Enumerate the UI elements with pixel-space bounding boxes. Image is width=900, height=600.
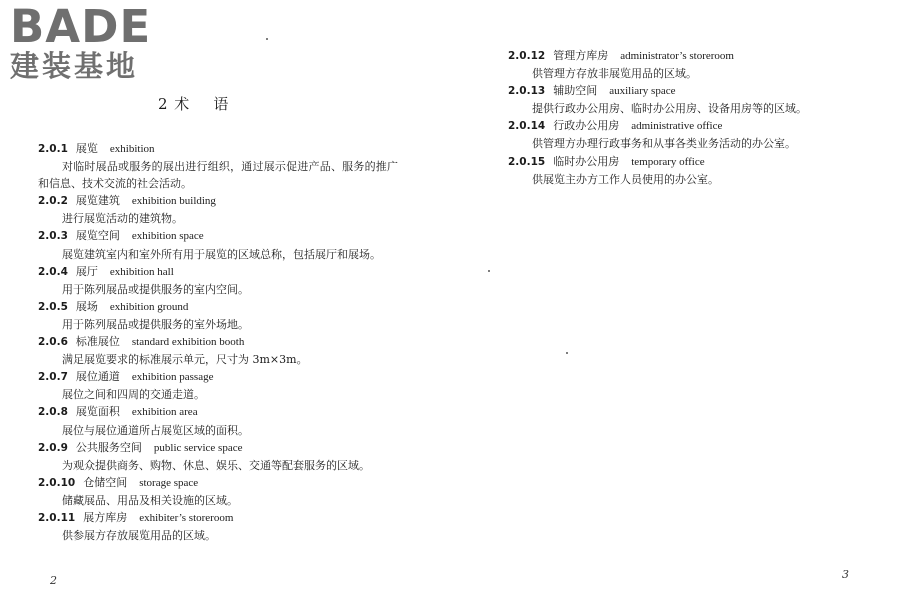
term-entry [38, 298, 398, 333]
term-definition: 展览建筑室内和室外所有用于展览的区域总称，包括展厅和展场。 [62, 247, 381, 261]
page-number-right: 3 [842, 568, 849, 581]
term-definition: 供参展方存放展览用品的区域。 [62, 529, 216, 543]
term-number: 2.0.11 [38, 511, 76, 524]
term-heading [508, 47, 868, 65]
term-chinese: 展览空间 [75, 229, 120, 243]
term-number: 2.0.10 [38, 476, 76, 489]
page-number-left: 2 [50, 574, 57, 587]
term-heading [38, 192, 398, 210]
term-entry [38, 439, 398, 474]
term-entry [38, 333, 398, 368]
term-definition: 储藏展品、用品及相关设施的区域。 [62, 493, 238, 507]
term-entry [508, 153, 868, 188]
term-chinese: 管理方库房 [553, 49, 609, 62]
term-chinese: 行政办公用房 [553, 119, 620, 133]
term-chinese: 展览面积 [75, 405, 120, 419]
term-heading [508, 82, 868, 100]
term-definition: 供管理方办理行政事务和从事各类业务活动的办公室。 [532, 137, 796, 151]
term-number: 2.0.1 [38, 143, 68, 155]
term-entry [38, 263, 398, 298]
term-number: 2.0.4 [38, 265, 68, 278]
term-heading [38, 227, 398, 245]
logo-text: BADE [10, 0, 152, 53]
term-entry [38, 474, 398, 509]
term-chinese: 公共服务空间 [75, 440, 142, 454]
term-heading [38, 439, 398, 457]
term-entry [508, 47, 868, 82]
term-heading [508, 153, 868, 171]
term-number: 2.0.13 [508, 85, 546, 98]
term-definition: 满足展览要求的标准展示单元，尺寸为 3m×3m。 [62, 353, 308, 367]
term-chinese: 展位通道 [75, 370, 120, 384]
left-column [38, 140, 398, 544]
term-number: 2.0.6 [38, 336, 68, 349]
term-chinese: 展方库房 [83, 510, 128, 524]
term-entry [38, 403, 398, 438]
term-heading [38, 509, 398, 527]
term-english: public service space [153, 441, 243, 454]
term-chinese: 展厅 [75, 264, 98, 278]
term-english: exhibition [109, 143, 155, 155]
term-english: exhibition ground [109, 300, 189, 313]
term-entry [508, 82, 868, 117]
term-chinese: 展场 [75, 299, 98, 313]
term-entry [38, 368, 398, 403]
term-number: 2.0.15 [508, 155, 546, 168]
term-english: auxiliary space [609, 85, 676, 98]
term-definition: 用于陈列展品或提供服务的室内空间。 [62, 282, 249, 296]
term-definition: 对临时展品或服务的展出进行组织，通过展示促进产品、服务的推广和信息、技术交流的社会活动。 [38, 160, 398, 191]
term-english: storage space [139, 476, 199, 489]
term-entry [38, 227, 398, 262]
term-definition: 供展览主办方工作人员使用的办公室。 [532, 172, 719, 186]
term-english: administrative office [631, 120, 723, 133]
term-heading [38, 298, 398, 316]
term-heading [38, 403, 398, 421]
scan-speck [488, 270, 490, 272]
term-english: exhibition space [131, 230, 204, 243]
term-heading [38, 263, 398, 281]
term-chinese: 辅助空间 [553, 84, 598, 98]
term-definition: 提供行政办公用房、临时办公用房、设备用房等的区域。 [532, 102, 807, 116]
right-column [508, 47, 868, 188]
scan-speck [566, 352, 568, 354]
term-number: 2.0.12 [508, 50, 546, 62]
term-definition: 为观众提供商务、购物、休息、娱乐、交通等配套服务的区域。 [62, 458, 370, 472]
logo-subtext: 建装基地 [10, 49, 139, 83]
term-number: 2.0.7 [38, 371, 68, 384]
term-english: exhibition area [131, 406, 198, 419]
term-number: 2.0.3 [38, 230, 68, 243]
term-heading [38, 333, 398, 351]
logo [10, 0, 180, 83]
term-english: exhibition passage [131, 371, 214, 384]
term-entry [508, 117, 868, 152]
term-number: 2.0.14 [508, 120, 546, 133]
term-chinese: 标准展位 [75, 335, 120, 349]
term-entry [38, 140, 398, 192]
term-entry [38, 192, 398, 227]
term-heading [38, 474, 398, 492]
term-english: exhibition hall [109, 265, 174, 278]
term-definition: 进行展览活动的建筑物。 [62, 212, 183, 226]
chapter-title: 2 术 语 [158, 95, 230, 113]
term-entry [38, 509, 398, 544]
term-chinese: 展览建筑 [75, 194, 120, 208]
term-number: 2.0.2 [38, 195, 68, 208]
term-definition: 展位之间和四周的交通走道。 [62, 388, 205, 402]
term-definition: 供管理方存放非展览用品的区域。 [532, 67, 697, 81]
term-definition: 展位与展位通道所占展览区域的面积。 [62, 423, 249, 437]
term-chinese: 展览 [75, 142, 98, 155]
term-english: standard exhibition booth [131, 336, 245, 349]
term-heading [38, 368, 398, 386]
term-number: 2.0.5 [38, 300, 68, 313]
term-heading [38, 140, 398, 158]
term-english: administrator’s storeroom [620, 50, 734, 62]
term-chinese: 仓储空间 [83, 475, 128, 489]
term-number: 2.0.8 [38, 406, 68, 419]
term-chinese: 临时办公用房 [553, 154, 620, 168]
term-number: 2.0.9 [38, 441, 68, 454]
term-english: exhibiter’s storeroom [139, 511, 234, 524]
term-english: temporary office [631, 155, 705, 168]
scan-speck [266, 38, 268, 40]
term-heading [508, 117, 868, 135]
term-definition: 用于陈列展品或提供服务的室外场地。 [62, 317, 249, 331]
term-english: exhibition building [131, 195, 216, 208]
